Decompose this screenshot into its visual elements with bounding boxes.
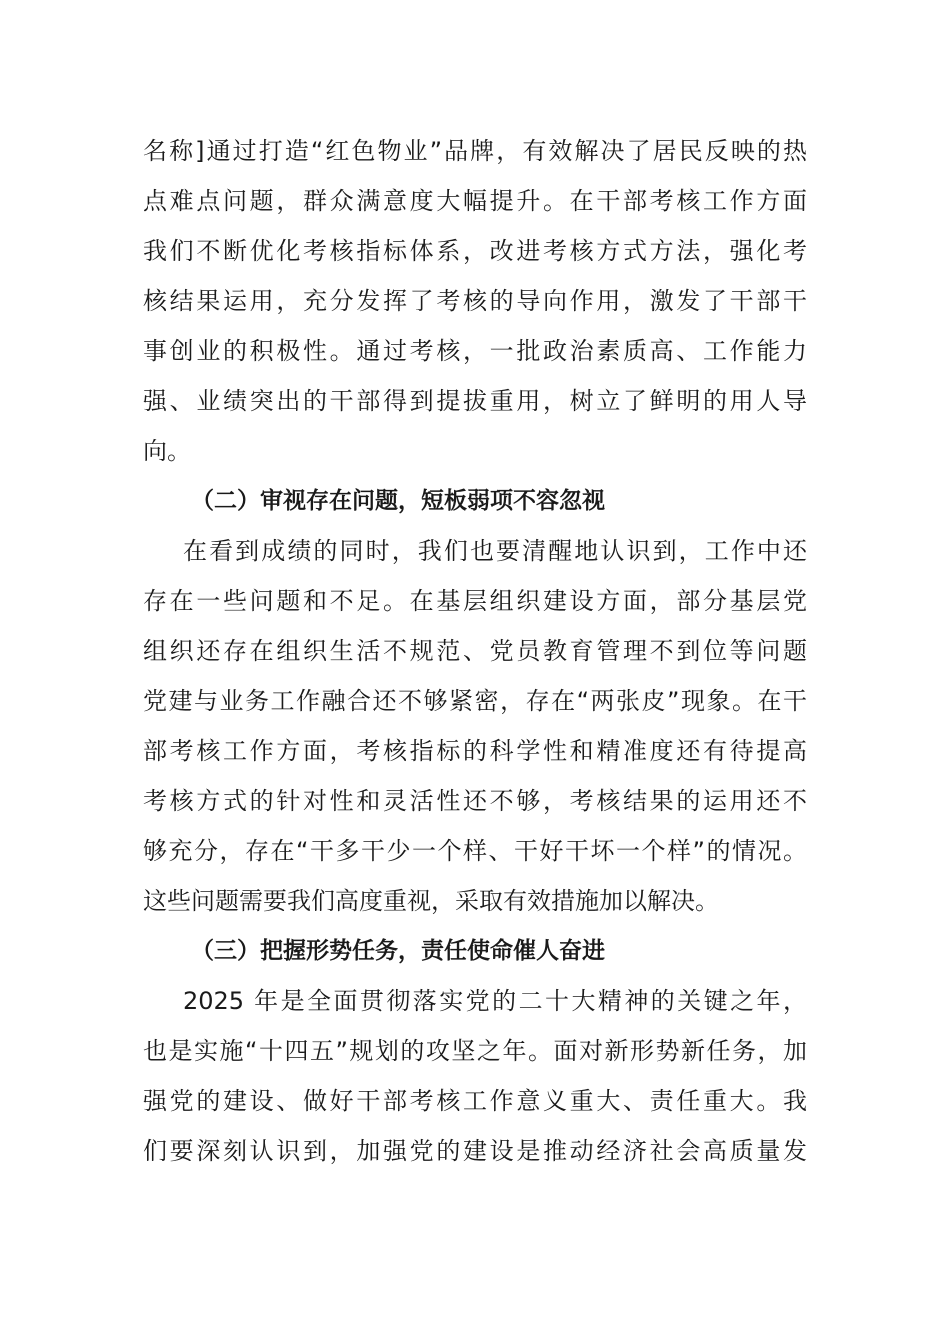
section-heading-3: （三）把握形势任务，责任使命催人奋进 bbox=[191, 938, 605, 964]
body-text-line: 强、业绩突出的干部得到提拔重用，树立了鲜明的用人导 bbox=[143, 387, 807, 415]
body-text-line: 我们不断优化考核指标体系，改进考核方式方法，强化考 bbox=[143, 237, 807, 265]
body-text-line: 2025 年是全面贯彻落实党的二十大精神的关键之年， bbox=[183, 987, 807, 1015]
body-text-line: 们要深刻认识到，加强党的建设是推动经济社会高质量发 bbox=[143, 1137, 807, 1165]
body-text-line: 党建与业务工作融合还不够紧密，存在“两张皮”现象。在干 bbox=[143, 687, 807, 715]
document-body bbox=[143, 126, 807, 1176]
body-text-line: 强党的建设、做好干部考核工作意义重大、责任重大。我 bbox=[143, 1087, 807, 1115]
body-text-line: 向。 bbox=[143, 437, 191, 465]
body-text-line: 考核方式的针对性和灵活性还不够，考核结果的运用还不 bbox=[143, 787, 807, 815]
body-text-line: 部考核工作方面，考核指标的科学性和精准度还有待提高 bbox=[143, 737, 807, 765]
body-text-line: 事创业的积极性。通过考核，一批政治素质高、工作能力 bbox=[143, 337, 807, 365]
body-text-line: 组织还存在组织生活不规范、党员教育管理不到位等问题 bbox=[143, 637, 807, 665]
body-text-line: 这些问题需要我们高度重视，采取有效措施加以解决。 bbox=[143, 887, 719, 915]
body-text-line: 够充分，存在“干多干少一个样、干好干坏一个样”的情况。 bbox=[143, 837, 807, 865]
body-text-line: 存在一些问题和不足。在基层组织建设方面，部分基层党 bbox=[143, 587, 807, 615]
body-text-line: 也是实施“十四五”规划的攻坚之年。面对新形势新任务，加 bbox=[143, 1037, 807, 1065]
section-heading-2: （二）审视存在问题，短板弱项不容忽视 bbox=[191, 488, 605, 514]
body-text-line: 在看到成绩的同时，我们也要清醒地认识到，工作中还 bbox=[183, 537, 807, 565]
body-text-line: 点难点问题，群众满意度大幅提升。在干部考核工作方面 bbox=[143, 187, 807, 215]
body-text-line: 名称]通过打造“红色物业”品牌，有效解决了居民反映的热 bbox=[143, 137, 807, 165]
body-text-line: 核结果运用，充分发挥了考核的导向作用，激发了干部干 bbox=[143, 287, 807, 315]
